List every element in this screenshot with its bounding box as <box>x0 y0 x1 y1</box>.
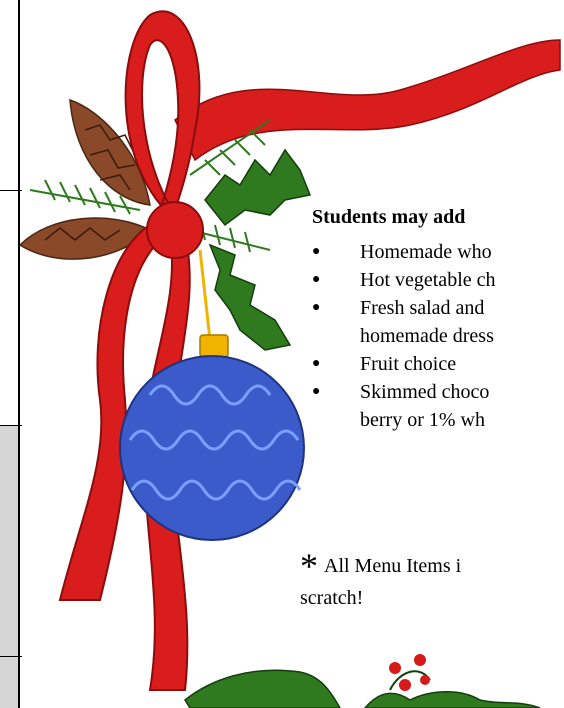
ornament-cap <box>200 335 228 357</box>
list-item <box>312 350 564 378</box>
list-item-continuation <box>312 406 564 434</box>
section-heading: Students may add <box>312 206 466 228</box>
note-text: All Menu Items i <box>324 555 462 577</box>
list-item-label: berry or 1% wh <box>360 409 485 431</box>
ribbon-streamer-right <box>175 40 560 160</box>
list-item <box>312 294 564 322</box>
list-item-label: Fruit choice <box>360 353 457 375</box>
bullet-icon: ● <box>312 384 321 399</box>
bullet-icon: ● <box>312 272 321 287</box>
list-item-label: Skimmed choco <box>360 381 490 403</box>
menu-item-list <box>312 238 564 434</box>
scratch-note <box>300 546 564 614</box>
list-item-label: homemade dress <box>360 325 494 347</box>
ornament-ball-icon <box>120 356 304 540</box>
bullet-icon: ● <box>312 300 321 315</box>
list-item <box>312 238 564 266</box>
note-text-continued: scratch! <box>300 587 364 609</box>
list-item-label: Hot vegetable ch <box>360 269 496 291</box>
holly-leaf-icon <box>205 150 310 350</box>
list-item-continuation <box>312 322 564 350</box>
bullet-icon: ● <box>312 244 321 259</box>
list-item <box>312 378 564 406</box>
asterisk-icon: * <box>300 546 318 586</box>
bullet-icon: ● <box>312 356 321 371</box>
list-item <box>312 266 564 294</box>
list-item-label: Fresh salad and <box>360 297 485 319</box>
ornament-string <box>200 250 210 340</box>
list-item-label: Homemade who <box>360 241 492 263</box>
holly-garland-icon <box>185 654 540 708</box>
